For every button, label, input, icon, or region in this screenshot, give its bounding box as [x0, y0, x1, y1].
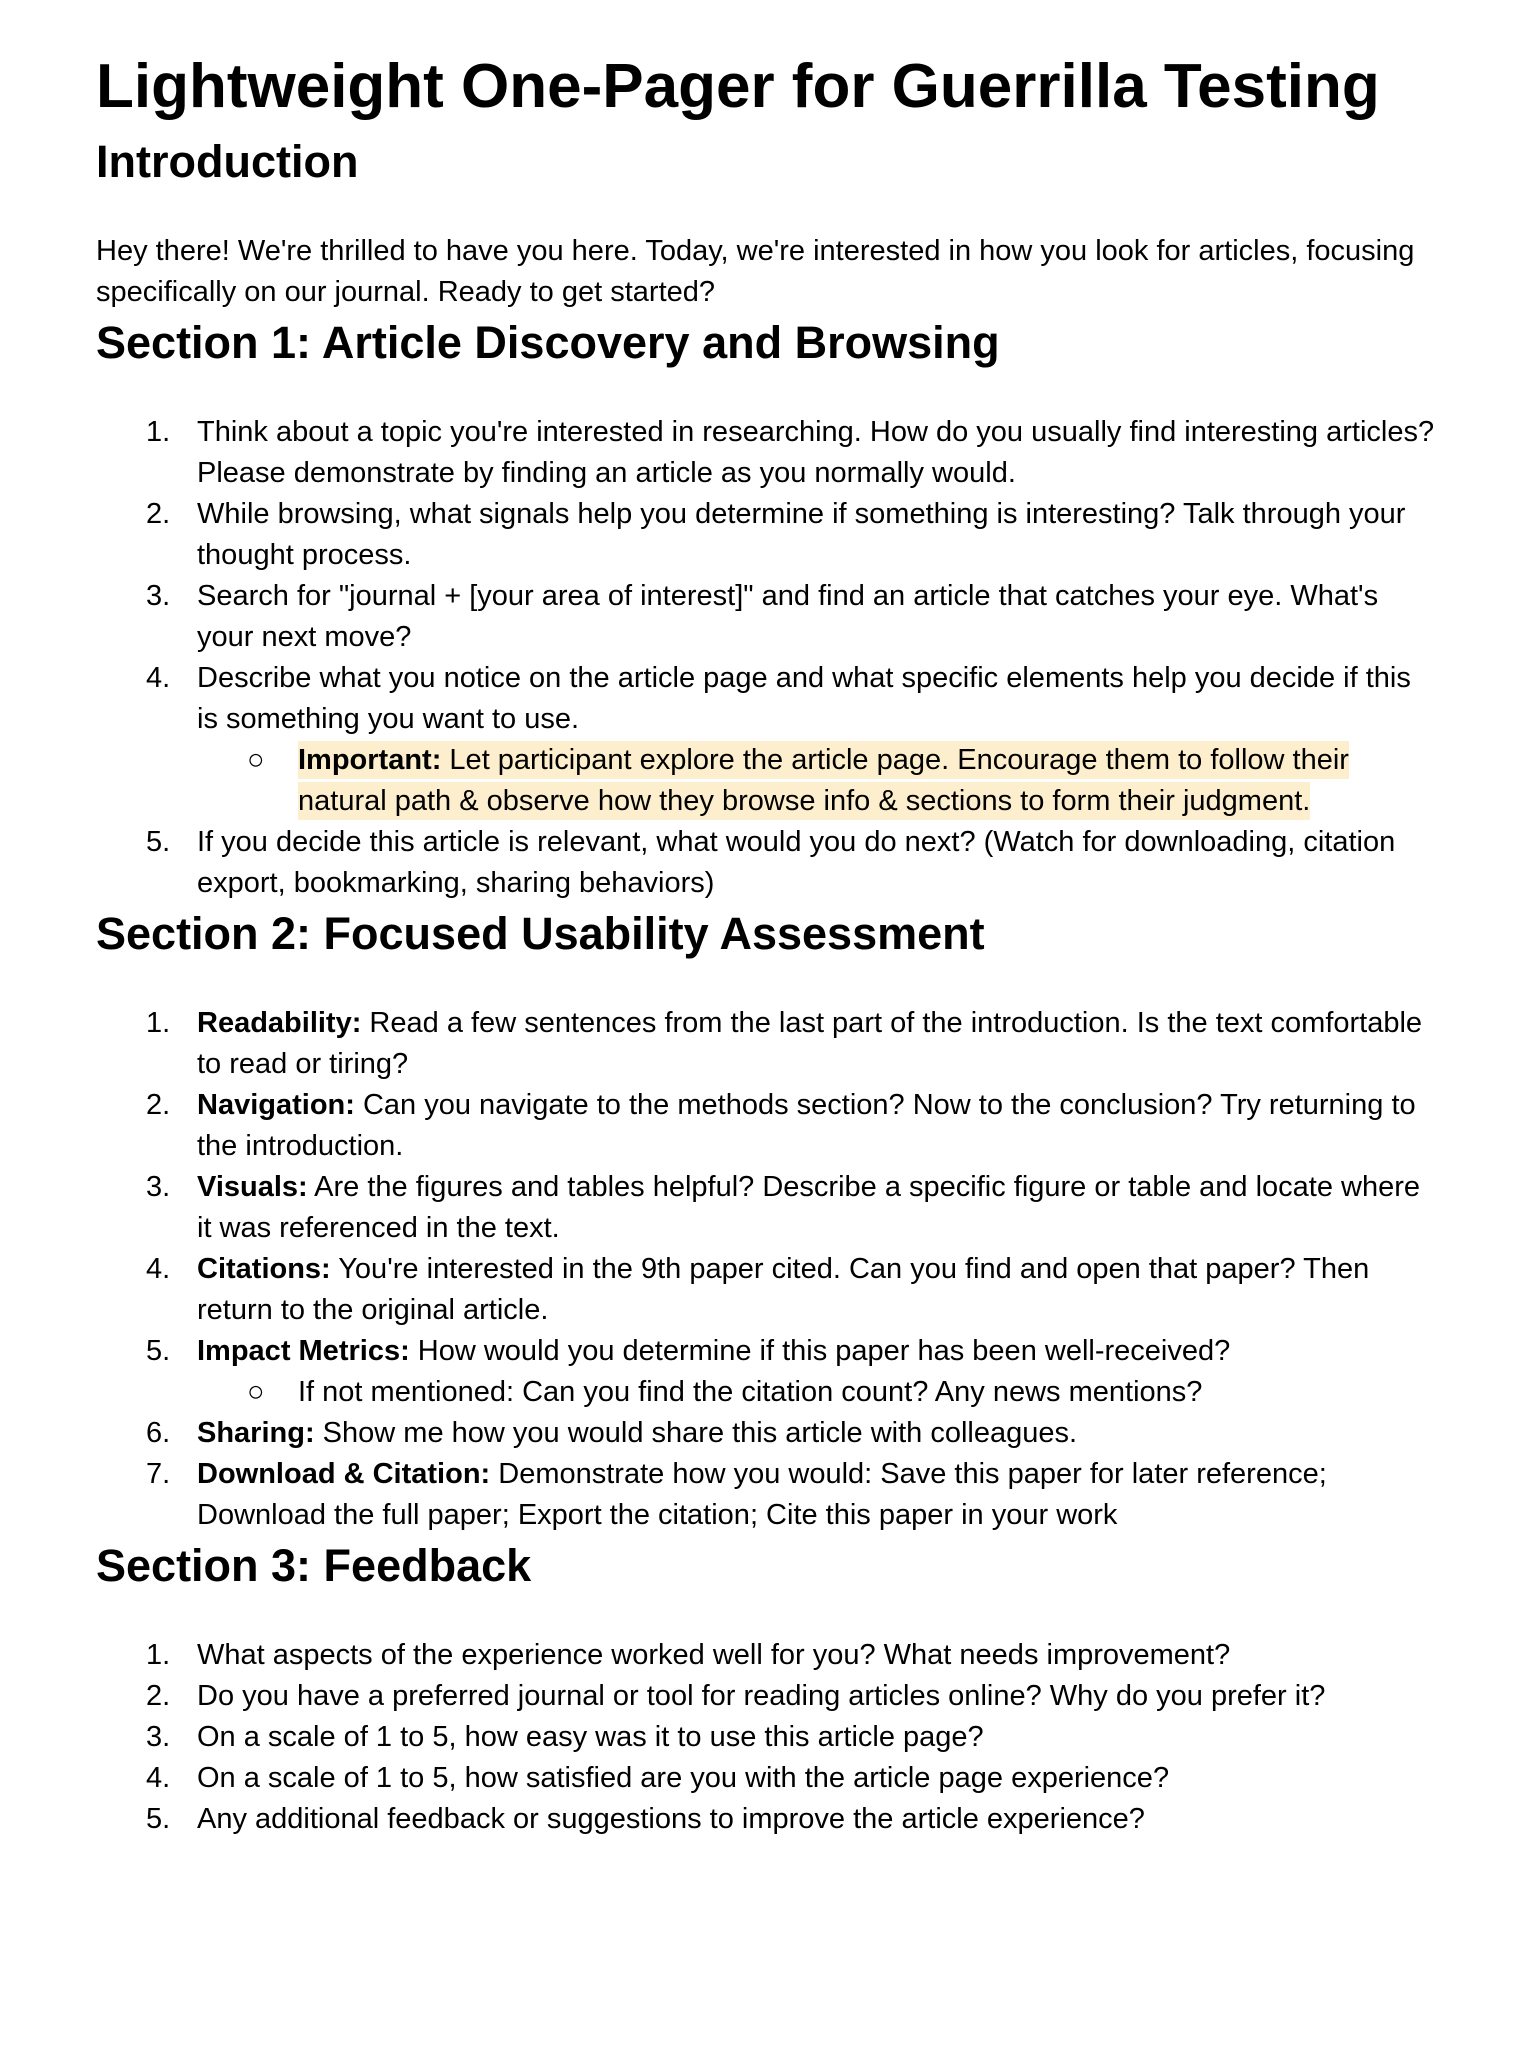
list-item	[96, 576, 1438, 658]
question-text: Think about a topic you're interested in researching. How do you usually find interesting articles? Please demonstrate by finding an article as you normally would.	[197, 416, 1435, 489]
question-text: You're interested in the 9th paper cited. Can you find and open that paper? Then return to the original article.	[197, 1253, 1370, 1326]
item-label: Sharing:	[197, 1417, 315, 1449]
list-item	[96, 658, 1438, 822]
question-text: While browsing, what signals help you determine if something is interesting? Talk through your thought process.	[197, 498, 1406, 571]
sub-list-item-note	[197, 740, 1438, 822]
list-number: 2.	[146, 1680, 171, 1712]
list-number: 5.	[146, 1335, 171, 1367]
list-item	[96, 1454, 1438, 1536]
item-label: Impact Metrics:	[197, 1335, 410, 1367]
list-number: 2.	[146, 498, 171, 530]
list-number: 5.	[146, 826, 171, 858]
introduction-text: Hey there! We're thrilled to have you here. Today, we're interested in how you look for articles, focusing specifically on our journal. Ready to get started?	[96, 235, 1415, 308]
sub-list	[197, 740, 1438, 822]
list-number: 1.	[146, 1639, 171, 1671]
introduction-heading: Introduction	[96, 136, 359, 187]
list-item	[96, 1249, 1438, 1331]
section2-heading: Section 2: Focused Usability Assessment	[96, 908, 985, 959]
item-label: Readability:	[197, 1007, 362, 1039]
item-label: Download & Citation:	[197, 1458, 491, 1490]
question-text: Are the figures and tables helpful? Describe a specific figure or table and locate where it was referenced in the text.	[197, 1171, 1421, 1244]
list-item	[96, 1717, 1438, 1758]
list-item	[96, 1003, 1438, 1085]
section3-heading: Section 3: Feedback	[96, 1540, 532, 1591]
sub-list-item	[197, 1372, 1438, 1413]
document-title: Lightweight One-Pager for Guerrilla Testing	[96, 52, 1380, 121]
list-item	[96, 494, 1438, 576]
list-number: 1.	[146, 416, 171, 448]
question-text: Describe what you notice on the article page and what specific elements help you decide if this is something you want to use.	[197, 662, 1411, 735]
section2-question-list	[96, 1003, 1438, 1536]
sub-item-text: If not mentioned: Can you find the citation count? Any news mentions?	[298, 1376, 1203, 1408]
list-number: 3.	[146, 1171, 171, 1203]
question-text: If you decide this article is relevant, what would you do next? (Watch for downloading, citation export, bookmarking, sharing behaviors)	[197, 826, 1396, 899]
list-item	[96, 1635, 1438, 1676]
list-number: 5.	[146, 1803, 171, 1835]
list-number: 3.	[146, 1721, 171, 1753]
highlighted-note	[298, 741, 1349, 820]
list-number: 2.	[146, 1089, 171, 1121]
list-item	[96, 1413, 1438, 1454]
list-number: 6.	[146, 1417, 171, 1449]
list-number: 1.	[146, 1007, 171, 1039]
note-text: Let participant explore the article page. Encourage them to follow their natural path & observe how they browse info & sections to form their judgment.	[298, 744, 1349, 817]
question-text: Read a few sentences from the last part of the introduction. Is the text comfortable to read or tiring?	[197, 1007, 1423, 1080]
section1-heading: Section 1: Article Discovery and Browsing	[96, 317, 1000, 368]
question-text: Can you navigate to the methods section? Now to the conclusion? Try returning to the introduction.	[197, 1089, 1416, 1162]
sub-list	[197, 1372, 1438, 1413]
list-item	[96, 1167, 1438, 1249]
list-item	[96, 412, 1438, 494]
question-text: Show me how you would share this article with colleagues.	[314, 1417, 1078, 1449]
list-item	[96, 1331, 1438, 1413]
list-item	[96, 822, 1438, 904]
item-label: Navigation:	[197, 1089, 355, 1121]
section3-question-list	[96, 1635, 1438, 1840]
list-number: 4.	[146, 1253, 171, 1285]
list-item	[96, 1799, 1438, 1840]
hollow-bullet-icon: ○	[247, 744, 265, 776]
question-text: How would you determine if this paper has been well-received?	[409, 1335, 1231, 1367]
hollow-bullet-icon: ○	[247, 1376, 265, 1408]
list-item	[96, 1758, 1438, 1799]
question-text: Do you have a preferred journal or tool for reading articles online? Why do you prefer it?	[197, 1680, 1326, 1712]
question-text: Demonstrate how you would: Save this paper for later reference; Download the full paper; Export the citation; Cite this paper in your work	[197, 1458, 1327, 1531]
question-text: On a scale of 1 to 5, how satisfied are you with the article page experience?	[197, 1762, 1170, 1794]
question-text: Any additional feedback or suggestions to improve the article experience?	[197, 1803, 1145, 1835]
list-item	[96, 1085, 1438, 1167]
list-number: 3.	[146, 580, 171, 612]
note-label: Important:	[298, 744, 442, 776]
question-text: On a scale of 1 to 5, how easy was it to use this article page?	[197, 1721, 984, 1753]
question-text: What aspects of the experience worked well for you? What needs improvement?	[197, 1639, 1231, 1671]
question-text: Search for "journal + [your area of interest]" and find an article that catches your eye. What's your next move?	[197, 580, 1379, 653]
list-number: 4.	[146, 662, 171, 694]
section1-question-list	[96, 412, 1438, 904]
item-label: Visuals:	[197, 1171, 308, 1203]
list-number: 7.	[146, 1458, 171, 1490]
list-number: 4.	[146, 1762, 171, 1794]
list-item	[96, 1676, 1438, 1717]
item-label: Citations:	[197, 1253, 331, 1285]
